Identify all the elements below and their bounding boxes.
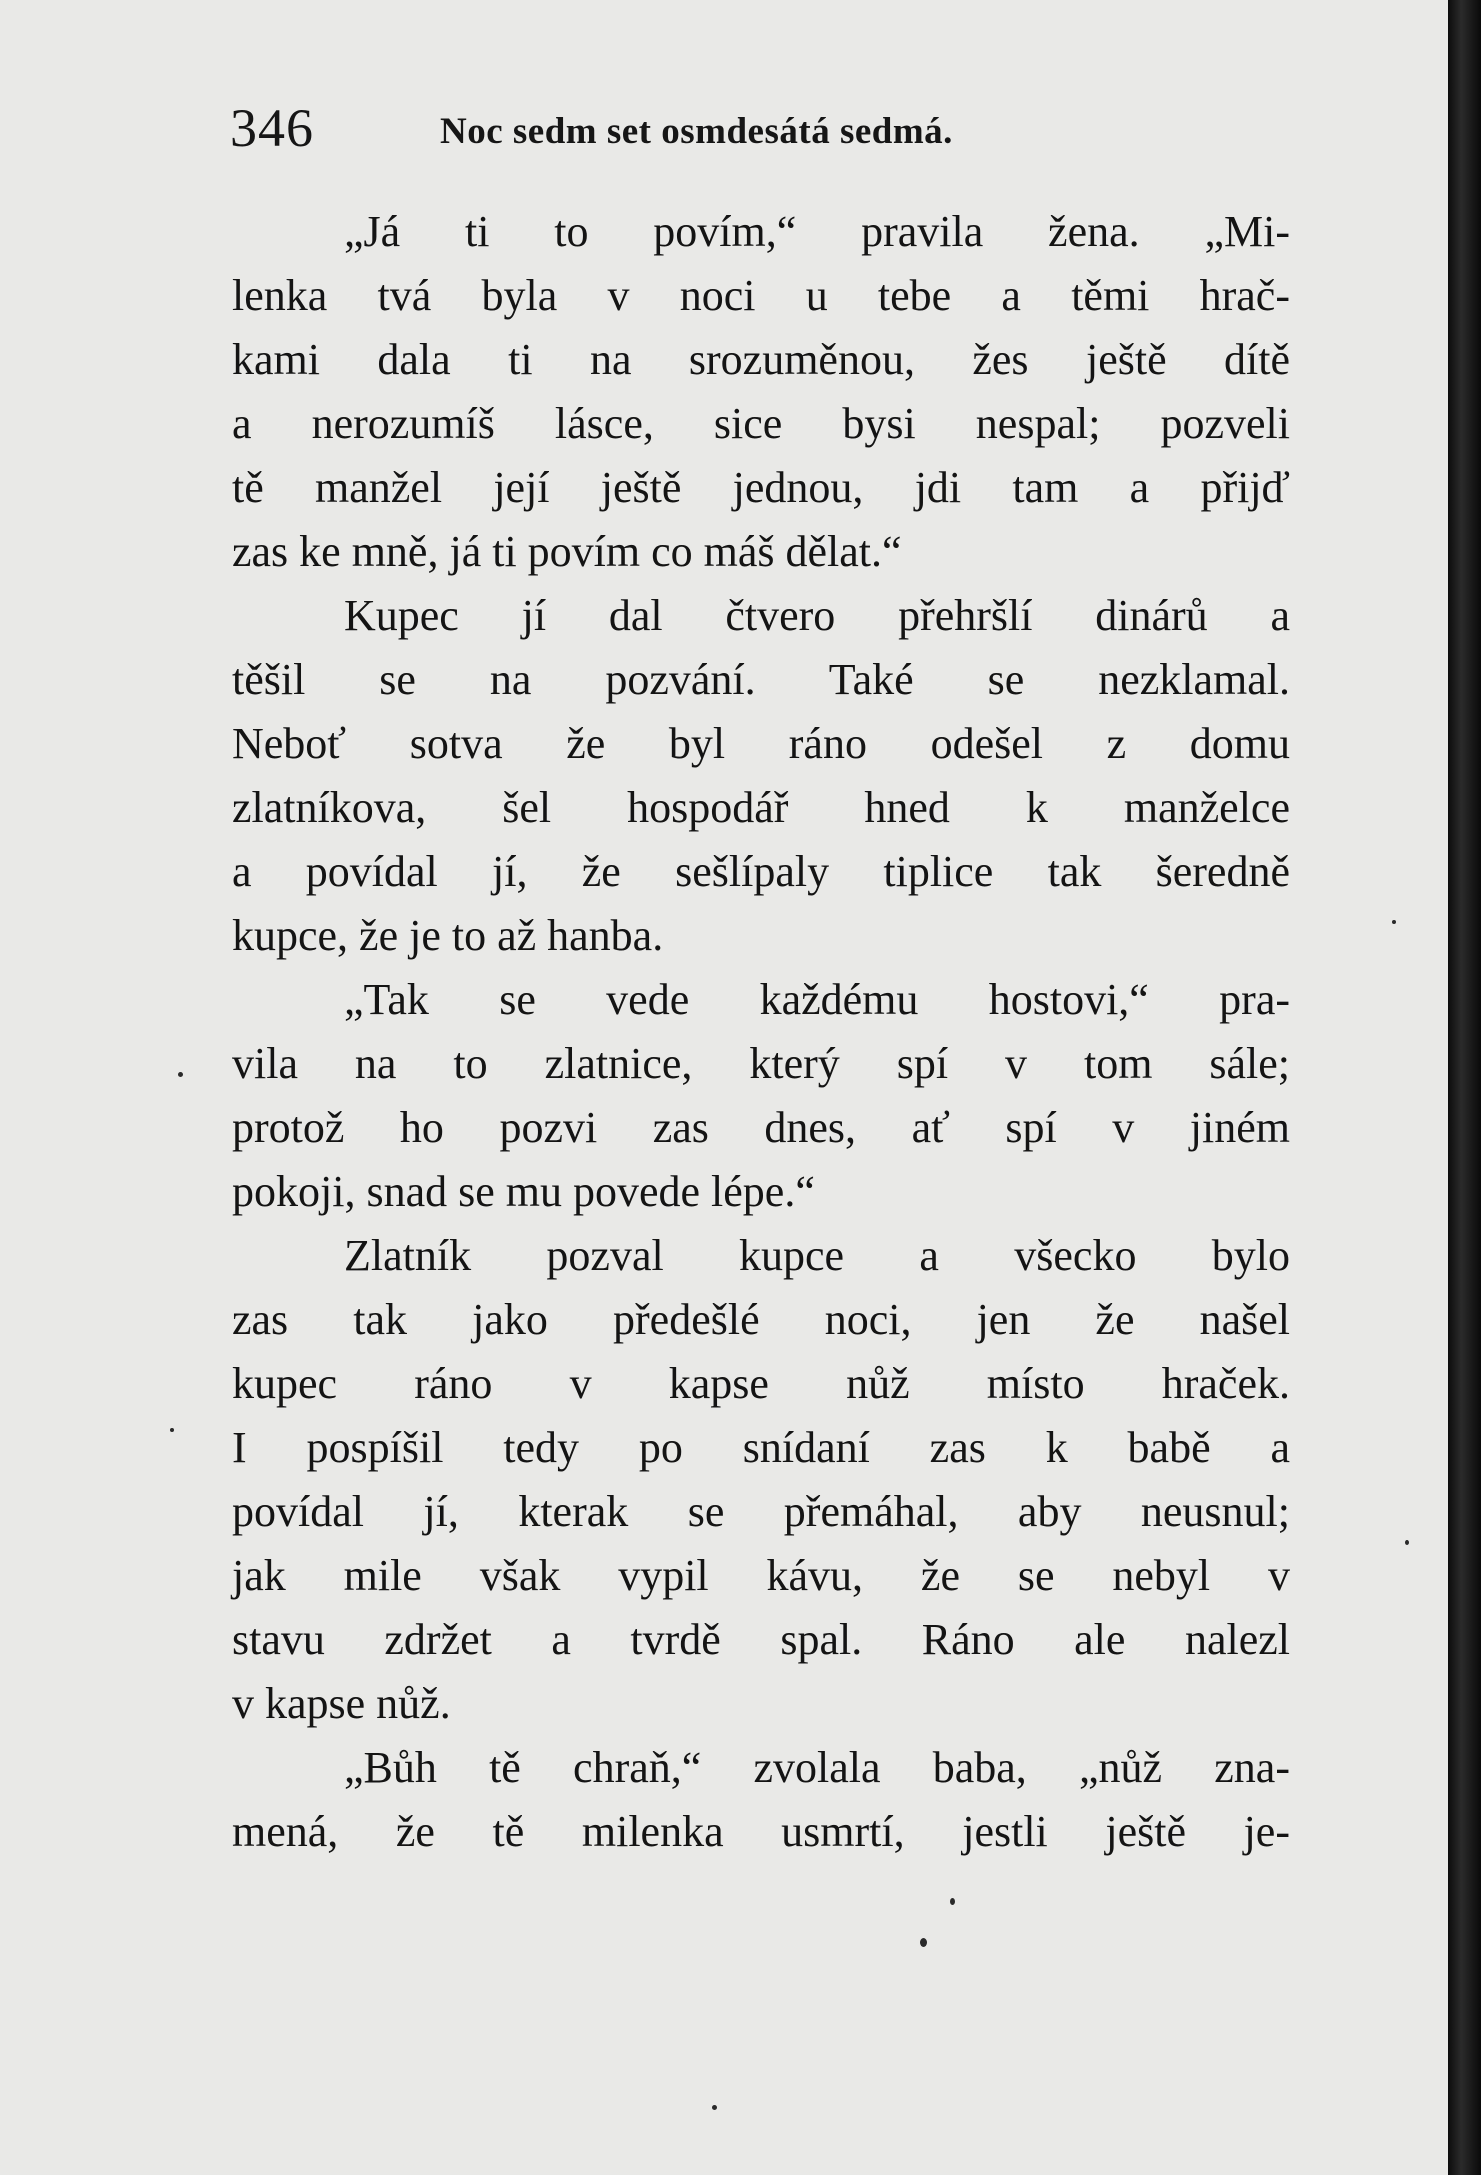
paragraph bbox=[232, 200, 1290, 584]
paragraph bbox=[232, 1736, 1290, 1864]
text-line: stavu zdržet a tvrdě spal. Ráno ale nalezl bbox=[232, 1615, 1290, 1664]
paragraph bbox=[232, 968, 1290, 1224]
text-line: zlatníkova, šel hospodář hned k manželce bbox=[232, 783, 1290, 832]
text-line: Kupec jí dal čtvero přehršlí dinárů a bbox=[344, 591, 1290, 640]
text-line: pokoji, snad se mu povede lépe.“ bbox=[232, 1167, 815, 1216]
text-line: Neboť sotva že byl ráno odešel z domu bbox=[232, 719, 1290, 768]
scan-speck bbox=[1392, 920, 1396, 924]
text-line: kami dala ti na srozuměnou, žes ještě dítě bbox=[232, 335, 1290, 384]
scan-speck bbox=[712, 2105, 717, 2110]
text-line: protož ho pozvi zas dnes, ať spí v jiném bbox=[232, 1103, 1290, 1152]
text-line: jak mile však vypil kávu, že se nebyl v bbox=[232, 1551, 1290, 1600]
paragraph bbox=[232, 584, 1290, 968]
text-line: zas tak jako předešlé noci, jen že našel bbox=[232, 1295, 1290, 1344]
text-line: těšil se na pozvání. Také se nezklamal. bbox=[232, 655, 1290, 704]
running-head: Noc sedm set osmdesátá sedmá. bbox=[440, 111, 953, 152]
text-line: vila na to zlatnice, který spí v tom sále; bbox=[232, 1039, 1290, 1088]
binding-edge bbox=[1448, 0, 1481, 2175]
text-line: a nerozumíš lásce, sice bysi nespal; pozveli bbox=[232, 399, 1290, 448]
paragraph bbox=[232, 1224, 1290, 1736]
text-line: zas ke mně, já ti povím co máš dělat.“ bbox=[232, 527, 902, 576]
body-text bbox=[232, 200, 1290, 1864]
text-line: tě manžel její ještě jednou, jdi tam a přijď bbox=[232, 463, 1290, 512]
text-line: I pospíšil tedy po snídaní zas k babě a bbox=[232, 1423, 1290, 1472]
text-line: Zlatník pozval kupce a všecko bylo bbox=[344, 1231, 1290, 1280]
text-line: kupce, že je to až hanba. bbox=[232, 911, 664, 960]
text-line: mená, že tě milenka usmrtí, jestli ještě je- bbox=[232, 1807, 1290, 1856]
text-line: kupec ráno v kapse nůž místo hraček. bbox=[232, 1359, 1290, 1408]
text-line: lenka tvá byla v noci u tebe a těmi hrač- bbox=[232, 271, 1290, 320]
text-line: povídal jí, kterak se přemáhal, aby neusnul; bbox=[232, 1487, 1290, 1536]
text-line: „Tak se vede každému hostovi,“ pra- bbox=[344, 975, 1290, 1024]
text-line: „Já ti to povím,“ pravila žena. „Mi- bbox=[344, 207, 1290, 256]
scan-speck bbox=[178, 1072, 183, 1077]
scan-speck bbox=[920, 1938, 927, 1947]
scan-speck bbox=[1405, 1540, 1409, 1545]
page-header bbox=[230, 98, 1230, 168]
page-number: 346 bbox=[230, 98, 314, 158]
text-line: „Bůh tě chraň,“ zvolala baba, „nůž zna- bbox=[344, 1743, 1290, 1792]
scan-speck bbox=[170, 1428, 174, 1432]
text-line: a povídal jí, že sešlípaly tiplice tak šeredně bbox=[232, 847, 1290, 896]
scan-speck bbox=[950, 1898, 955, 1905]
text-line: v kapse nůž. bbox=[232, 1679, 451, 1728]
